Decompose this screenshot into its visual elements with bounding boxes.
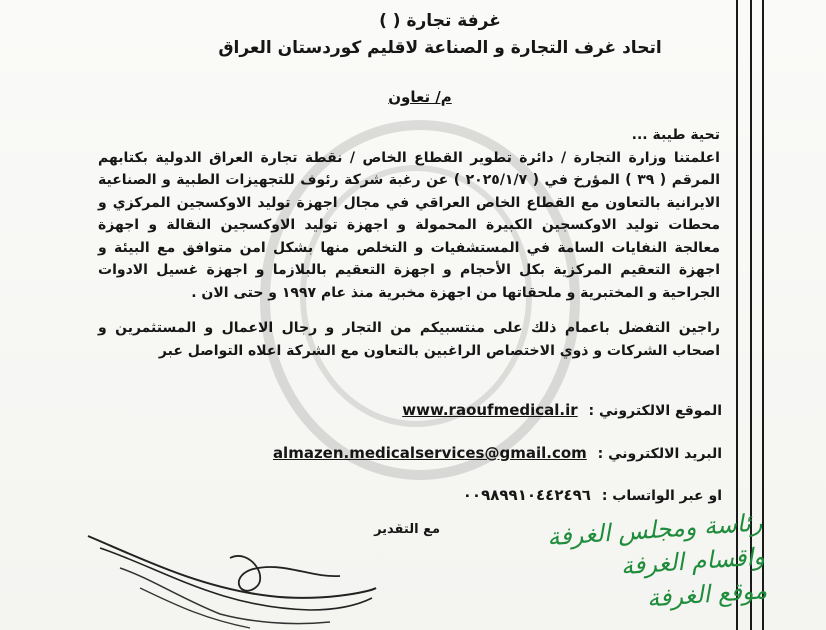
body-paragraph-1: اعلمتنا وزارة التجارة / دائرة تطوير القطاع الخاص / نقطة تجارة العراق الدولية بكتابهم المرقم ( ٣٩ ) المؤرخ في ( ٢٠٢٥/١/٧ ) عن رغبة شركة رئوف للتجهيزات الطبية و الصناعية الايرانية بالتعاون مع القطاع الخاص العراقي في مجال اجهزة توليد الاوكسجين المركزي و محطات توليد الاوكسجين الكبيرة المحمولة و اجهزة توليد الاوكسجين النقالة و اجهزة معالجة النفايات السامة في المستشفيات و التخلص منها بشكل امن متوافق مع البيئة و اجهزة التعقيم المركزية بكل الأحجام و اجهزة التعقيم بالبلازما و اجهزة غسيل الادوات الجراحية و المختبرية و ملحقاتها من اجهزة مخبرية منذ عام ١٩٩٧ و حتى الان . [98,149,720,301]
email-label: البريد الالكتروني : [597,446,722,462]
email-link[interactable]: almazen.medicalservices@gmail.com [272,444,587,462]
note-line-1: رئاسة ومجلس الغرفة [546,508,764,552]
whatsapp-row [463,486,722,504]
website-link[interactable]: www.raoufmedical.ir [402,401,578,419]
handwritten-green-note [452,505,768,628]
website-label: الموقع الالكتروني : [588,403,722,419]
closing-phrase: مع التقدير [374,522,440,537]
note-line-2: واقسام الغرفة [619,542,766,581]
body-paragraph-2: راجين التفضل باعمام ذلك على منتسبيكم من التجار و رجال الاعمال و المستثمرين و اصحاب الشركات و ذوي الاختصاص الراغبين بالتعاون مع الشركة اعلاه التواصل عبر [98,320,720,359]
note-line-3: موقع الغرفة [646,576,768,613]
letter-body [98,124,720,362]
handwritten-signature [80,518,380,630]
letter-header [160,8,720,62]
whatsapp-number: ٠٠٩٨٩٩١٠٤٤٢٤٩٦ [462,486,591,504]
chamber-name-line: غرفة تجارة ( ) [379,11,501,31]
federation-name-line: اتحاد غرف التجارة و الصناعة لاقليم كوردستان العراق [218,38,662,58]
email-row [273,444,722,462]
website-row [402,401,722,419]
letter-subject: م/ تعاون [388,88,452,106]
whatsapp-label: او عبر الواتساب : [601,488,722,504]
greeting: تحية طيبة ... [631,127,720,143]
